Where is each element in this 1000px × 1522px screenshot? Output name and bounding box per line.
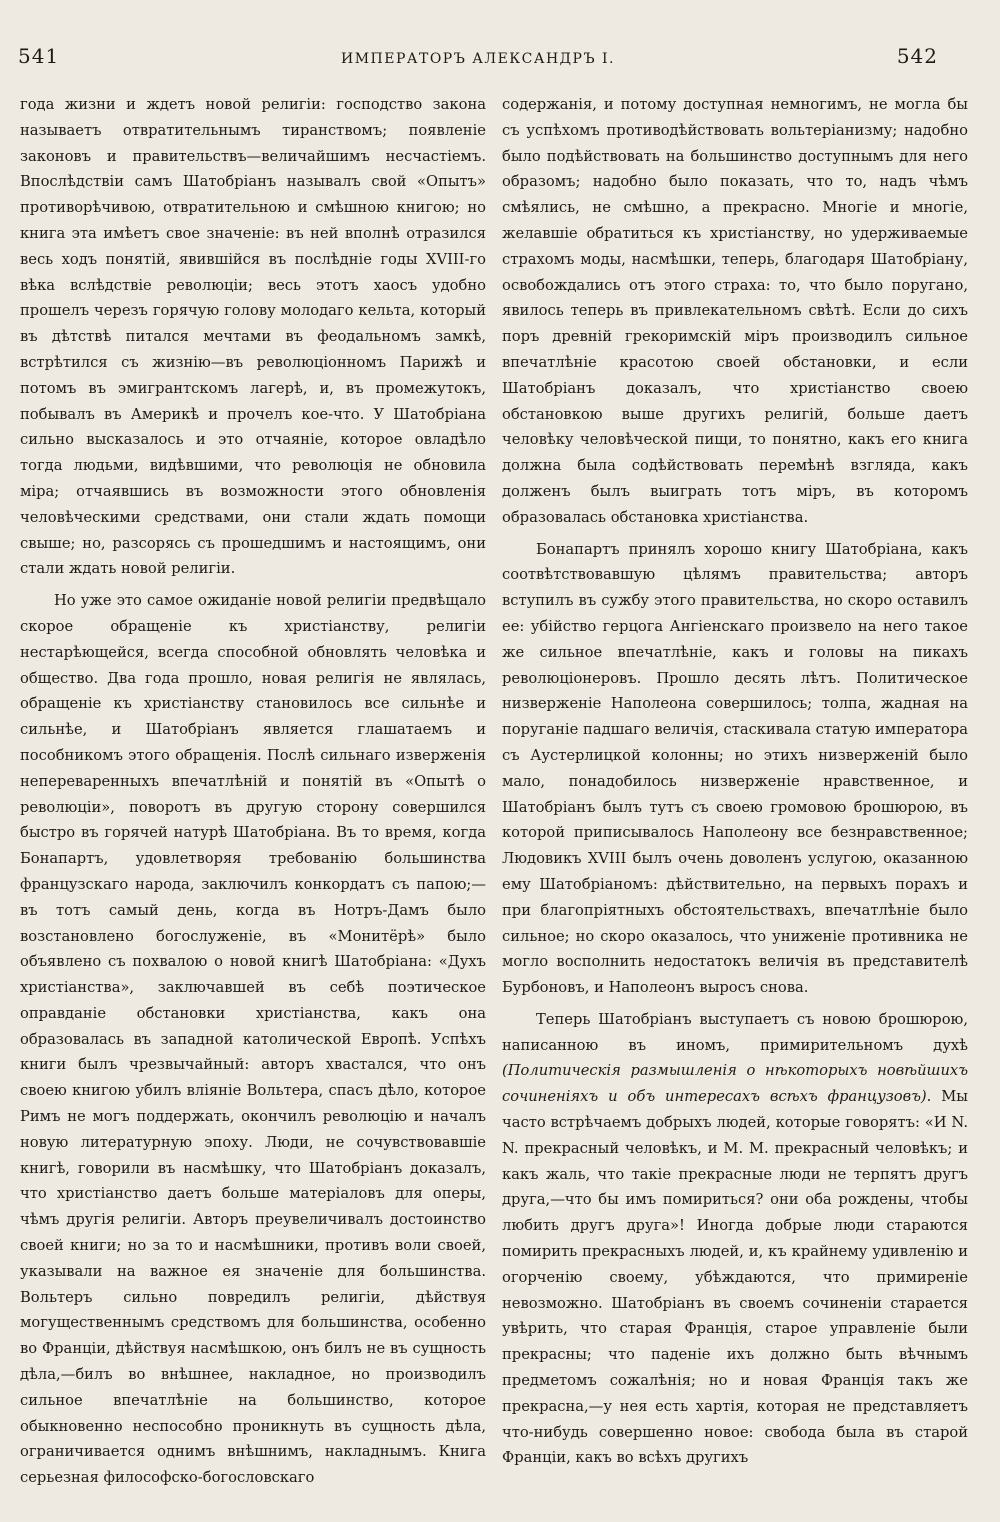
left-paragraph-2: Но уже это самое ожиданіе новой религіи предвѣщало скорое обращеніе къ христіанству, религіи нестарѣющейся, всегда способной обновлять человѣка и общество. Два года прошло, новая религія не являлась, обращеніе къ христіанству становилось все сильнѣе и сильнѣе, и Шатобріанъ является глашатаемъ и пособникомъ этого обращенія. Послѣ сильнаго изверженія непереваренныхъ впечатлѣній и понятій въ «Опытѣ о революціи», поворотъ въ другую сторону совершился быстро въ горячей натурѣ Шатобріана. Въ то время, когда Бонапартъ, удовлетворяя требованію большинства французскаго народа, заключилъ конкордатъ съ папою;—въ тотъ самый день, когда въ Нотръ-Дамъ было возстановлено богослуженіе, въ «Монитёрѣ» было объявлено съ похвалою о новой книгѣ Шатобріана: «Духъ христіанства», заключавшей въ себѣ поэтическое оправданіе обстановки христіанства, какъ она образовалась въ западной католической Европѣ. Успѣхъ книги былъ чрезвычайный: авторъ хвастался, что онъ своею книгою убилъ вліяніе Вольтера, спасъ дѣло, которое Римъ не могъ поддержать, окончилъ революцію и началъ новую литературную эпоху. Люди, не сочувствовавшіе книгѣ, говорили въ насмѣшку, что Шатобріанъ доказалъ, что христіанство даетъ больше матеріаловъ для оперы, чѣмъ другія религіи. Авторъ преувеличивалъ достоинство своей книги; но за то и насмѣшники, противъ воли своей, указывали на важное ея значеніе для большинства. Вольтеръ сильно повредилъ религіи, дѣйствуя могущественнымъ средствомъ для большинства, особенно во Франціи, дѣйствуя насмѣшкою, онъ билъ не въ сущность дѣла,—билъ во внѣшнее, накладное, но производилъ сильное впечатлѣніе на большинство, которое обыкновенно неспособно проникнуть въ сущность дѣла, ограничивается однимъ внѣшнимъ, накладнымъ. Книга серьезная философско-богословскаго [20,592,486,1487]
book-title-italic: (Политическія размышленія о нѣкоторыхъ новѣйшихъ сочиненіяхъ и объ интересахъ всѣхъ французовъ) [502,1062,968,1106]
left-paragraph-1: года жизни и ждетъ новой религіи: господство закона называетъ отвратительнымъ тиранствомъ; появленіе законовъ и правительствъ—величайшимъ несчастіемъ. Впослѣдствіи самъ Шатобріанъ называлъ свой «Опытъ» противорѣчивою, отвратительною и смѣшною книгою; но книга эта имѣетъ свое значеніе: въ ней вполнѣ отразился весь ходъ понятій, явившійся въ послѣдніе годы XVIII-го вѣка вслѣдствіе революціи; весь этотъ хаосъ удобно прошелъ черезъ горячую голову молодаго кельта, который въ дѣтствѣ питался мечтами въ феодальномъ замкѣ, встрѣтился съ жизнію—въ революціонномъ Парижѣ и потомъ въ эмигрантскомъ лагерѣ, и, въ промежутокъ, побывалъ въ Америкѣ и прочелъ кое-что. У Шатобріана сильно высказалось и это отчаяніе, которое овладѣло тогда людьми, видѣвшими, что революція не обновила міра; отчаявшись въ возможности этого обновленія человѣческими средствами, они стали ждать помощи свыше; но, разсорясь съ прошедшимъ и настоящимъ, они стали ждать новой религіи. [20,96,486,578]
right-paragraph-2: Бонапартъ принялъ хорошо книгу Шатобріана, какъ соотвѣтствовавшую цѣлямъ правительства; авторъ вступилъ въ сужбу этого правительства, но скоро оставилъ ее: убійство герцога Ангіенскаго произвело на него такое же сильное впечатлѣніе, какъ и головы на пикахъ революціонеровъ. Прошло десять лѣтъ. Политическое низверженіе Наполеона совершилось; толпа, жадная на поруганіе падшаго величія, стаскивала статую императора съ Аустерлицкой колонны; но этихъ низверженій было мало, понадобилось низверженіе нравственное, и Шатобріанъ былъ тутъ съ своею громовою брошюрою, въ которой приписывалось Наполеону все безнравственное; Людовикъ XVIII былъ очень доволенъ услугою, оказанною ему Шатобріаномъ: дѣйствительно, на первыхъ порахъ и при благопріятныхъ обстоятельствахъ, впечатлѣніе было сильное; но скоро оказалось, что униженіе противника не могло восполнить недостатокъ величія въ представителѣ Бурбоновъ, и Наполеонъ выросъ снова. [502,540,968,997]
right-column [502,92,968,1471]
right-paragraph-3 [502,1007,968,1471]
right-paragraph-3-end: . Мы часто встрѣчаемъ добрыхъ людей, которые говорятъ: «И N. N. прекрасный человѣкъ, и М. М. прекрасный человѣкъ; и какъ жаль, что такіе прекрасные люди не терпятъ другъ друга,—что бы имъ помириться? они оба рождены, чтобы любить другъ друга»! Иногда добрые люди стараются помирить прекрасныхъ людей, и, къ крайнему удивленію и огорченію своему, убѣждаются, что примиреніе невозможно. Шатобріанъ въ своемъ сочиненіи старается увѣрить, что старая Франція, старое управленіе были прекрасны; что паденіе ихъ должно быть вѣчнымъ предметомъ сожалѣнія; но и новая Франція такъ же прекрасна,—у нея есть хартія, которая не представляетъ что-нибудь совершенно новое: свобода была въ старой Франціи, какъ во всѣхъ другихъ [502,1088,968,1467]
left-page-number: 541 [18,44,60,68]
right-page-number: 542 [896,44,938,68]
right-paragraph-3-start: Теперь Шатобріанъ выступаетъ съ новою брошюрою, написанною въ иномъ, примирительномъ духѣ [502,1010,968,1054]
right-paragraph-1: содержанія, и потому доступная немногимъ, не могла бы съ успѣхомъ противодѣйствовать вольтеріанизму; надобно было подѣйствовать на большинство доступнымъ для него образомъ; надобно было показать, что то, надъ чѣмъ смѣялись, не смѣшно, а прекрасно. Многіе и многіе, желавшіе обратиться къ христіанству, но удерживаемые страхомъ моды, насмѣшки, теперь, благодаря Шатобріану, освобождались отъ этого страха: то, что было поругано, явилось теперь въ привлекательномъ свѣтѣ. Если до сихъ поръ древній грекоримскій міръ производилъ сильное впечатлѣніе красотою своей обстановки, и если Шатобріанъ доказалъ, что христіанство своею обстановкою выше другихъ религій, больше даетъ человѣку человѣческой пищи, то понятно, какъ его книга должна была содѣйствовать перемѣнѣ взгляда, какъ долженъ былъ выиграть тотъ міръ, въ которомъ образовалась обстановка христіанства. [502,96,968,526]
page-header [18,44,938,68]
left-column [20,92,486,1491]
running-title: ИМПЕРАТОРЪ АЛЕКСАНДРЪ I. [340,51,616,67]
